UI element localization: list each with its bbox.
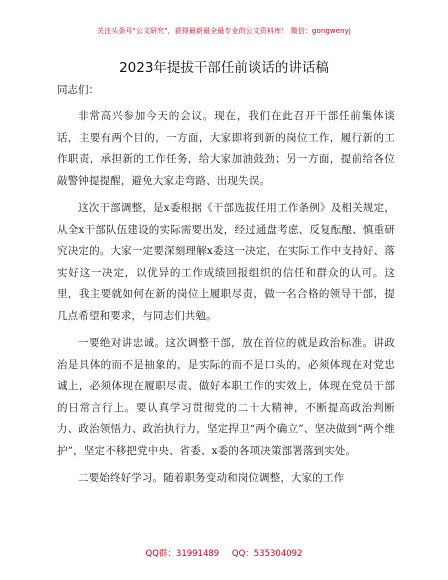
paragraph: 二要始终好学习。随着职务变动和岗位调整，大家的工作 — [78, 472, 345, 484]
paragraph: 这次干部调整，是x委根据《干部选拔任用工作条例》及相关规定，从全x干部队伍建设的实际需要出发，经过通盘考虑、反复酝酿、慎重研究决定的。大家一定要深刻理解x委这一决定，在实际工作中支持好、落实好这一决定，以优异的工作成绩回报组织的信任和群众的认可。这里，我主要就如何在新的岗位上履职尽责，做一名合格的领导干部，提几点希望和要求，与同志们共勉。 — [57, 202, 395, 322]
document-body — [57, 106, 395, 496]
document-title: 2023年提拔干部任前谈话的讲话稿 — [119, 60, 329, 76]
header-notice: 关注头条号"公文研究"，获得最新最全最专业的公文资料库！ 微信：gongwenyj — [97, 27, 351, 35]
paragraph: 非常高兴参加今天的会议。现在，我们在此召开干部任前集体谈话，主要有两个目的，一方面，大家即将到新的岗位工作，履行新的工作职责，承担新的工作任务，给大家加油鼓劲；另一方面，提前给各位敲警钟提提醒，避免大家走弯路、出现失误。 — [57, 110, 395, 187]
salutation: 同志们： — [57, 84, 99, 96]
footer-contact: QQ群：31991489 QQ：535304092 — [145, 549, 303, 559]
paragraph: 一要绝对讲忠诚。这次调整干部，放在首位的就是政治标准。讲政治是具体的而不是抽象的，是实际的而不是口头的，必须体现在对党忠诚上，必须体现在履职尽责、做好本职工作的实效上，体现在党员干部的日常言行上。要认真学习贯彻党的二十大精神，不断提高政治判断力、政治领悟力、政治执行力，坚定捍卫“两个确立”、坚决做到“两个维护”，坚定不移把党中央、省委、x委的各项决策部署落到实处。 — [57, 337, 395, 457]
